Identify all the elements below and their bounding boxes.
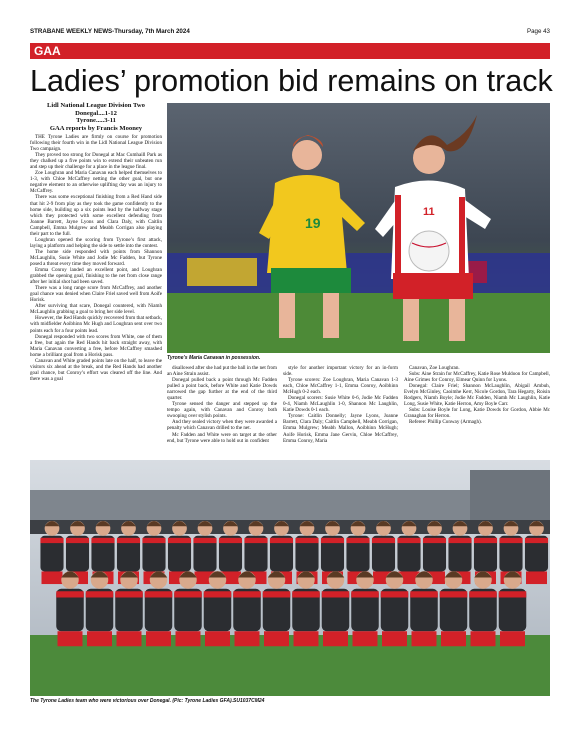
paragraph: Donegal scorers: Susie White 0-6, Jodie Mc Fadden 0-4, Niamh McLaughlin 1-0, Shannon Mc Laughlin, Katie Dowds 0-1 each. xyxy=(283,395,398,414)
paragraph: The home side responded with points from Shannon McLaughlin, Susie White and Jodie Mc Fadden, but Tyrone posed a threat every time they moved forward. xyxy=(30,248,162,267)
headline: Ladies’ promotion bid remains on track xyxy=(30,64,553,98)
paragraph: Loughran opened the scoring from Tyrone’s first attack, laying a platform and helping the side to settle into the contest. xyxy=(30,236,162,249)
paragraph: Subs: Louise Boyle for Long, Katie Dowds for Gordon, Abbie Mc Granaghan for Herron. xyxy=(404,407,550,420)
paragraph: There was some exceptional finishing from a Red Hand side that hit 2-9 from play as they took the game confidently to the home side, building up a six points lead by the halfway stage which they protected with some excellent defending from Joanne Barrett, Jayne Lyons and Clara Daly, with Caitlin Campbell, Emma Mulgrew and Meabh Corrigan also playing their part to the full. xyxy=(30,194,162,237)
paragraph: Donegal responded with two scores from White, one of them a free, but again the Red Hands hit back straight away, with Maria Canavan converting a free, before McCaffrey smashed home a brilliant goal from a Horisk pass. xyxy=(30,333,162,358)
paragraph: disallowed after she had put the ball in the net from an Aine Strain assist. xyxy=(167,365,277,378)
competition-line: Lidl National League Division Two xyxy=(47,102,145,109)
paragraph: style for another important victory for an in-form side. xyxy=(283,365,398,378)
page-header xyxy=(30,26,550,38)
paragraph: Canavan and White graded points late on the half, to leave the visitors six ahead at the break, and the Red Hands had another goal chance, but Conroy’s effort was cleared off the line. And there was a goal xyxy=(30,357,162,382)
score-tyrone: Tyrone.....3-11 xyxy=(76,117,116,125)
donegal-jersey-number: 19 xyxy=(305,215,321,231)
article-column-1 xyxy=(30,134,162,454)
article-column-4 xyxy=(404,365,550,457)
paragraph: They proved too strong for Donegal at Mac Cumhaill Park as they chalked up a five points win to extend their unbeaten run and step up their challenge for a place in the league final. xyxy=(30,152,162,171)
paragraph: Mc Fadden and White were on target at the other end, but Tyrone were able to hold out in confident xyxy=(167,431,277,444)
paragraph: Zoe Loughran and Maria Canavan each helped themselves to 1-3, with Chloe McCaffrey netting the other goal, but one negative element to an otherwise uplifting day was an injury to McCaffrey. xyxy=(30,170,162,195)
paragraph: Referee: Phillip Conway (Armagh). xyxy=(409,419,482,426)
section-band xyxy=(30,43,550,59)
paragraph: And they sealed victory when they were awarded a penalty which Canavan drilled to the net. xyxy=(167,419,277,432)
article-column-3 xyxy=(283,365,398,457)
paragraph: Tyrone sensed the danger and stepped up the tempo again, with Canavan and Conroy both swooping over stylish points. xyxy=(167,401,277,420)
paragraph: Donegal: Claire Friel; Shannon McLaughlin, Abigail Ambuh, Evelyn McGinley, Caoimhe Kerr, Nicole Gordon, Tara Hegarty, Roisin Rodgers, Niamh Boyle; Jodie Mc Fadden, Niamh Mc Laughlin, Katie Long, Susie White, Katie Herron, Amy Boyle Carr. xyxy=(404,383,550,408)
paragraph: There was a long range score from McCaffrey, and another goal chance was denied when Claire Friel saved well from Aoife Horisk. xyxy=(30,285,162,304)
kicker xyxy=(30,102,162,132)
paragraph: Tyrone scorers: Zoe Loughran, Maria Canavan 1-3 each, Chloe McCaffrey 1-1, Emma Conroy, Aoibhinn McHugh 0-2 each. xyxy=(283,377,398,396)
team-photo xyxy=(30,460,550,696)
paragraph: THE Tyrone Ladies are firmly on course for promotion following their fourth win in the Lidl National League Division Two campaign. xyxy=(30,134,162,153)
section-label: GAA xyxy=(34,44,61,58)
paragraph: However, the Red Hands quickly recovered from that setback, with midfielder Aoibhinn Mc Hugh and Loughran sent over two points each for a four points lead. xyxy=(30,315,162,334)
photo-caption-team: The Tyrone Ladies team who were victorious over Donegal. (Pic: Tyrone Ladies GFA).SU1037CM24 xyxy=(30,698,265,704)
paragraph: Subs: Aine Strain for McCaffrey, Katie Rose Muldoon for Campbell, Aine Grimes for Conroy, Eimear Quinn for Lyons. xyxy=(404,371,550,384)
tyrone-jersey-number: 11 xyxy=(423,206,435,218)
paragraph: Emma Conroy landed an excellent point, and Loughran grabbed the opening goal, finishing to the net from close range after her initial shot had been saved. xyxy=(30,267,162,286)
article-column-2 xyxy=(167,365,277,457)
page-number: Page 43 xyxy=(526,28,550,35)
byline: GAA reports by Francis Mooney xyxy=(49,124,143,132)
match-action-photo xyxy=(167,103,550,353)
paragraph: Tyrone: Caitlin Donnelly; Jayne Lyons, Joanne Barrett, Clara Daly; Caitlin Campbell, Meabh Corrigan, Emma Mulgrew; Meabh Mallon, Aoibhinn McHugh; Aoife Horisk, Emma Jane Gervin, Chloe McCaffrey, Emma Conroy, Maria xyxy=(283,413,398,444)
paragraph: Canavan, Zoe Loughran. xyxy=(409,365,460,371)
photo-caption-action: Tyrone’s Maria Canavan in possession. xyxy=(167,355,261,361)
score-donegal: Donegal....1-12 xyxy=(75,109,117,117)
publication-date: STRABANE WEEKLY NEWS-Thursday, 7th March 2024 xyxy=(30,28,190,35)
paragraph: Donegal pulled back a point through Mc Fadden pulled a point back, before White and Katie Dowds narrowed the gap further at the end of the third quarter. xyxy=(167,377,277,402)
paragraph: After surviving that scare, Donegal countered, with Niamh McLaughlin grabbing a goal to bring her side level. xyxy=(30,303,162,316)
